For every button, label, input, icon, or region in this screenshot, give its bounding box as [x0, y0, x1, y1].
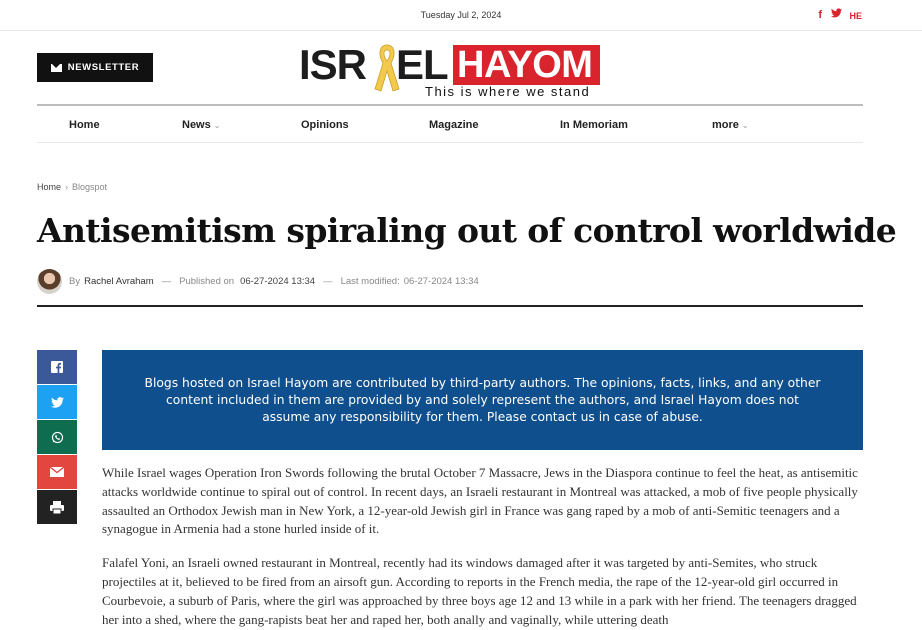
published-label: Published on [179, 275, 235, 287]
twitter-icon[interactable] [831, 8, 842, 21]
author-name[interactable]: Rachel Avraham [84, 275, 154, 287]
title-divider [37, 305, 863, 307]
top-bar [0, 0, 922, 31]
yellow-ribbon-icon [372, 41, 402, 97]
whatsapp-icon [51, 431, 64, 444]
article-title: Antisemitism spiraling out of control worldwide [37, 211, 897, 250]
logo-israel-text: ISR EL [299, 41, 448, 88]
share-bar [37, 350, 77, 525]
nav-item-opinions[interactable]: Opinions [301, 119, 349, 131]
email-icon [50, 467, 64, 477]
share-whatsapp-button[interactable] [37, 420, 77, 454]
newsletter-label: NEWSLETTER [67, 62, 140, 73]
twitter-icon [51, 397, 64, 408]
article-paragraph: While Israel wages Operation Iron Swords following the brutal October 7 Massacre, Jews in the Diaspora continue to feel the heat, as antisemitic attacks worldwide continue to spiral out of control. In recent days, an Israeli restaurant in Montreal was attacked, a mob of five people physically assaulted an Orthodox Jewish man in New York, a 12-year-old Jewish girl in France was gang raped by a mob of anti-Semitic teenagers and a synagogue in Armenia had a stone hurled inside of it. [102, 465, 858, 537]
chevron-right-icon: › [65, 182, 69, 192]
chevron-down-icon: ⌄ [741, 121, 749, 130]
nav-item-more[interactable]: more ⌄ [712, 119, 749, 131]
modified-label: Last modified: [340, 275, 400, 287]
envelope-icon [51, 64, 62, 72]
disclaimer-text: Blogs hosted on Israel Hayom are contributed by third-party authors. The opinions, facts, links, and any other content included in them are provided by and solely represent the authors, and Israel Hayom does not assume any responsibility for them. Please contact us in case of abuse. [144, 375, 821, 424]
main-nav [37, 104, 863, 143]
published-date: 06-27-2024 13:34 [240, 275, 316, 287]
current-date: Tuesday Jul 2, 2024 [420, 10, 502, 20]
language-switch-he[interactable]: HE [849, 11, 862, 21]
breadcrumb [37, 182, 107, 192]
share-facebook-button[interactable] [37, 350, 77, 384]
modified-date: 06-27-2024 13:34 [403, 275, 479, 287]
blog-disclaimer [102, 350, 863, 450]
logo-tagline: This is where we stand [425, 84, 591, 99]
print-button[interactable] [37, 490, 77, 524]
article-meta [37, 268, 479, 294]
article-body [102, 464, 872, 630]
chevron-down-icon: ⌄ [213, 121, 221, 130]
share-twitter-button[interactable] [37, 385, 77, 419]
author-avatar[interactable] [37, 269, 62, 294]
by-label: By [69, 275, 81, 287]
meta-separator: — [323, 275, 333, 287]
newsletter-button[interactable] [37, 53, 153, 82]
nav-item-magazine[interactable]: Magazine [429, 119, 479, 131]
facebook-icon [51, 361, 63, 373]
article-paragraph: Falafel Yoni, an Israeli owned restaurant in Montreal, recently had its windows damaged after it was targeted by anti-Semites, who struck projectiles at it, believed to be fired from an airsoft gun. According to reports in the French media, the rape of the 12-year-old girl occurred in Courbevoie, a suburb of Paris, where the girl was approached by three boys age 12 and 13 while in a park with her friend. The teenagers dragged her into a shed, where the gang-rapists beat her and raped her, both anally and vaginally, while uttering death [102, 555, 857, 627]
site-logo[interactable] [299, 41, 601, 101]
print-icon [50, 501, 64, 514]
logo-hayom-text: HAYOM [457, 44, 593, 86]
nav-item-home[interactable]: Home [69, 119, 100, 131]
facebook-icon[interactable]: f [818, 8, 822, 21]
social-links [818, 8, 842, 21]
meta-separator: — [161, 275, 172, 287]
nav-item-in-memoriam[interactable]: In Memoriam [560, 119, 628, 131]
breadcrumb-home[interactable]: Home [37, 182, 62, 192]
nav-item-news[interactable]: News ⌄ [182, 119, 221, 131]
share-email-button[interactable] [37, 455, 77, 489]
breadcrumb-current[interactable]: Blogspot [72, 182, 108, 192]
